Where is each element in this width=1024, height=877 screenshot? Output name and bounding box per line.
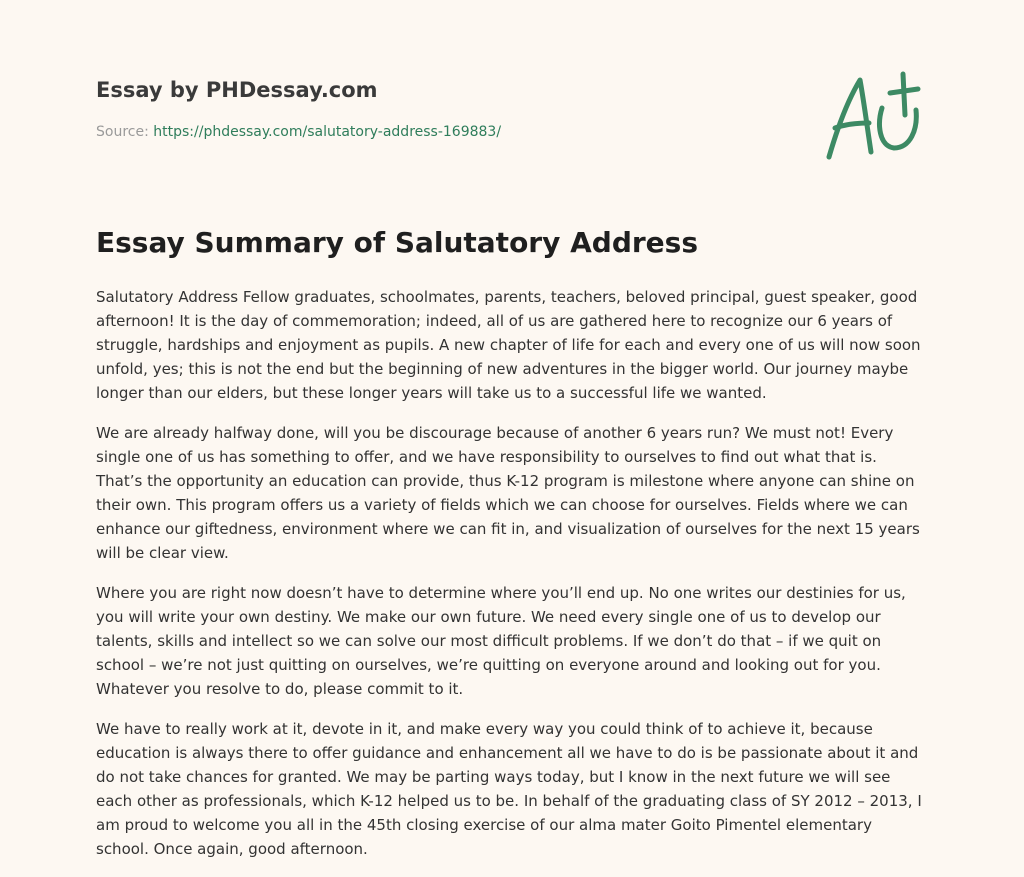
essay-paragraph: We are already halfway done, will you be discourage because of another 6 years run? We must not! Every single one of us has something to offer, and we have responsibility to ourselves to find out what that is. That’s the opportunity an education can provide, thus K-12 program is milestone where anyone can shine on their own. This program offers us a variety of fields which we can choose for ourselves. Fields where we can enhance our giftedness, environment where we can fit in, and visualization of ourselves for the next 15 years will be clear view. — [96, 424, 920, 562]
essay-paragraph: We have to really work at it, devote in it, and make every way you could think of to achieve it, because education is always there to offer guidance and enhancement all we have to do is be passionate about it and do not take chances for granted. We may be parting ways today, but I know in the next future we will see each other as professionals, which K-12 helped us to be. In behalf of the graduating class of SY 2012 – 2013, I am proud to welcome you all in the 45th closing exercise of our alma mater Goito Pimentel elementary school. Once again, good afternoon. — [96, 720, 922, 858]
essay-body — [96, 285, 928, 877]
brand-title: Essay by PHDessay.com — [96, 78, 378, 102]
a-plus-logo-icon — [822, 68, 927, 164]
essay-paragraph: Salutatory Address Fellow graduates, schoolmates, parents, teachers, beloved principal, guest speaker, good afternoon! It is the day of commemoration; indeed, all of us are gathered here to recognize our 6 years of struggle, hardships and enjoyment as pupils. A new chapter of life for each and every one of us will now soon unfold, yes; this is not the end but the beginning of new adventures in the bigger world. Our journey maybe longer than our elders, but these longer years will take us to a successful life we wanted. — [96, 288, 921, 402]
essay-title: Essay Summary of Salutatory Address — [96, 226, 698, 259]
source-link[interactable]: https://phdessay.com/salutatory-address-169883/ — [153, 124, 502, 140]
source-label: Source: — [96, 124, 154, 140]
source-line — [96, 124, 501, 140]
essay-paragraph: Where you are right now doesn’t have to determine where you’ll end up. No one writes our destinies for us, you will write your own destiny. We make our own future. We need every single one of us to develop our talents, skills and intellect so we can solve our most difficult problems. If we don’t do that – if we quit on school – we’re not just quitting on ourselves, we’re quitting on everyone around and looking out for you. Whatever you resolve to do, please commit to it. — [96, 584, 906, 698]
